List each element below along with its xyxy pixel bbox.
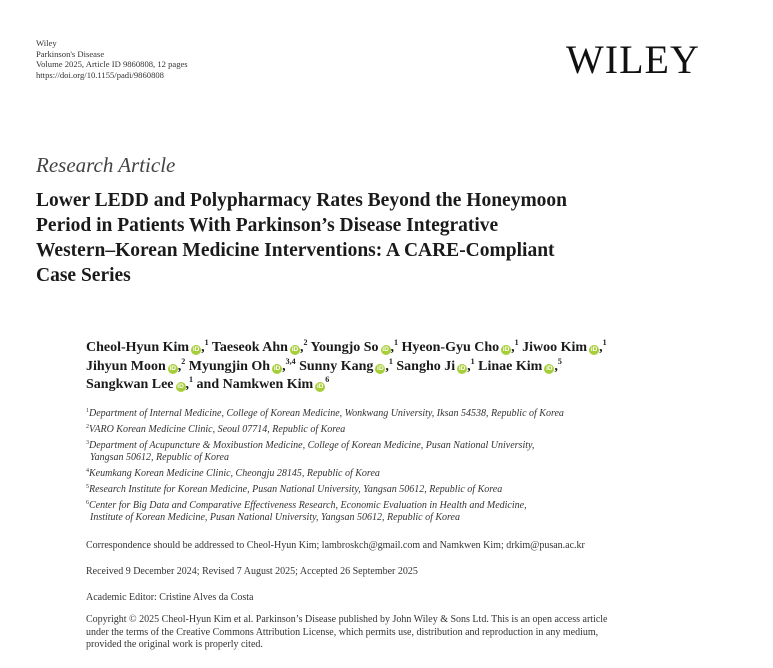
article-type: Research Article	[36, 153, 176, 177]
author-name[interactable]: Linae Kim	[478, 358, 543, 374]
affiliation-number: 4	[86, 468, 89, 474]
orcid-icon[interactable]: iD	[382, 346, 389, 353]
author-line: Sangkwan Lee iD ,$^1$ and Namkwen Kim $iD^6$	[86, 375, 330, 392]
affiliation-number: 6	[86, 500, 89, 506]
author-line: Jihyun Moon iD ,$^2$ Myungjin Oh iD ,$^{3,4}$ Sunny Kang iD ,$^1$ Sangho Ji iD ,$^1$ Linae Kim iD ,$^5$	[86, 356, 562, 374]
author-line: Cheol-Hyun Kim iD ,$^1$ Taeseok Ahn iD ,$^2$ Youngjo So iD ,$^1$ Hyeon-Gyu Cho iD ,$^1$ Jiwoo Kim iD ,$^1$	[86, 338, 607, 355]
journal-name: Parkinson's Disease	[36, 48, 105, 59]
affiliation-text: Department of Acupuncture & Moxibustion Medicine, College of Korean Medicine, Pusan National University,	[89, 440, 535, 451]
author-affil-sup: 2	[303, 338, 308, 347]
author-affil-sup: 1	[602, 338, 607, 347]
author-affil-sup: 1	[394, 338, 399, 347]
title-line: Lower LEDD and Polypharmacy Rates Beyond the Honeymoon	[36, 190, 568, 211]
author-name[interactable]: Cheol-Hyun Kim	[86, 340, 190, 355]
title-line: Western–Korean Medicine Interventions: A CARE-Compliant	[36, 240, 555, 261]
author-name[interactable]: Jiwoo Kim	[522, 340, 588, 355]
affiliation-text: Yangsan 50612, Republic of Korea	[90, 452, 229, 463]
doi-link[interactable]: https://doi.org/10.1155/padi/9860808	[36, 69, 164, 80]
orcid-icon[interactable]: iD	[590, 346, 598, 353]
article-dates: Received 9 December 2024; Revised 7 August 2025; Accepted 26 September 2025	[86, 566, 418, 577]
author-name[interactable]: and Namkwen Kim	[196, 377, 314, 392]
license-line: Copyright © 2025 Cheol-Hyun Kim et al. Parkinson’s Disease published by John Wiley & Sons Ltd. This is an open access article	[86, 614, 608, 625]
author-affil-sup: 1	[470, 356, 475, 366]
affiliation-number: 1	[86, 408, 89, 414]
author-affil-sup: 6	[325, 375, 330, 384]
correspondence: Correspondence should be addressed to Cheol-Hyun Kim; lambroskch@gmail.com and Namkwen Kim; drkim@pusan.ac.kr	[86, 540, 585, 551]
author-name[interactable]: Sangkwan Lee	[86, 377, 174, 392]
orcid-icon[interactable]: iD	[273, 364, 281, 372]
publisher-name: Wiley	[36, 38, 57, 48]
affiliation	[86, 484, 746, 496]
author-affil-sup: 1	[388, 356, 393, 366]
article-title	[36, 188, 736, 288]
orcid-icon[interactable]: iD	[458, 364, 466, 372]
author-name[interactable]: Jihyun Moon	[86, 358, 166, 374]
author-affil-sup: 3,4	[285, 356, 296, 366]
journal-meta	[36, 38, 188, 80]
affiliations	[86, 408, 746, 528]
author-list	[86, 339, 736, 395]
affiliation	[86, 424, 746, 436]
affiliation	[86, 440, 746, 464]
affiliation-text: Keumkang Korean Medicine Clinic, Cheongju 28145, Republic of Korea	[89, 468, 380, 479]
orcid-icon[interactable]: iD	[291, 346, 299, 353]
affiliation	[86, 468, 746, 480]
author-name[interactable]: Sangho Ji	[396, 358, 456, 374]
author-affil-sup: 1	[189, 375, 194, 384]
wiley-logo: WILEY	[566, 37, 700, 82]
license-line: provided the original work is properly cited.	[86, 639, 263, 650]
orcid-icon[interactable]: iD	[377, 364, 384, 372]
author-name[interactable]: Sunny Kang	[299, 358, 374, 374]
license-line: under the terms of the Creative Commons Attribution License, which permits use, distribution and reproduction in any medium,	[86, 626, 599, 638]
author-affil-sup: 1	[514, 338, 519, 347]
title-line: Case Series	[36, 265, 131, 286]
affiliation-text: Center for Big Data and Comparative Effectiveness Research, Economic Evaluation in Health and Medicine,	[89, 500, 527, 511]
author-name[interactable]: Taeseok Ahn	[211, 340, 288, 355]
affiliation-number: 5	[86, 484, 89, 490]
orcid-icon[interactable]: iD	[177, 383, 184, 390]
affiliation-text: VARO Korean Medicine Clinic, Seoul 07714, Republic of Korea	[89, 424, 346, 435]
affiliation-text: Institute of Korean Medicine, Pusan National University, Yangsan 50612, Republic of Korea	[90, 512, 460, 523]
author-name[interactable]: Hyeon-Gyu Cho	[401, 340, 500, 355]
license-text	[86, 614, 746, 652]
affiliation-number: 3	[86, 440, 89, 446]
affiliation	[86, 408, 746, 420]
orcid-icon[interactable]: iD	[546, 364, 553, 372]
affiliation-text: Research Institute for Korean Medicine, Pusan National University, Yangsan 50612, Republic of Korea	[89, 484, 503, 495]
author-affil-sup: 5	[557, 356, 562, 366]
affiliation-text: Department of Internal Medicine, College of Korean Medicine, Wonkwang University, Iksan 54538, Republic of Korea	[89, 408, 564, 419]
author-name[interactable]: Youngjo So	[310, 340, 379, 355]
author-affil-sup: 1	[204, 338, 209, 347]
academic-editor: Academic Editor: Cristine Alves da Costa	[86, 592, 254, 603]
affiliation-number: 2	[86, 424, 89, 430]
author-name[interactable]: Myungjin Oh	[188, 358, 271, 374]
volume-line: Volume 2025, Article ID 9860808, 12 pages	[36, 59, 188, 70]
author-affil-sup: 2	[181, 356, 186, 366]
orcid-icon[interactable]: iD	[192, 346, 200, 353]
orcid-icon[interactable]: iD	[316, 383, 324, 390]
orcid-icon[interactable]: iD	[502, 346, 510, 353]
orcid-icon[interactable]: iD	[169, 364, 176, 372]
title-line: Period in Patients With Parkinson’s Disease Integrative	[36, 215, 499, 236]
affiliation	[86, 500, 746, 524]
